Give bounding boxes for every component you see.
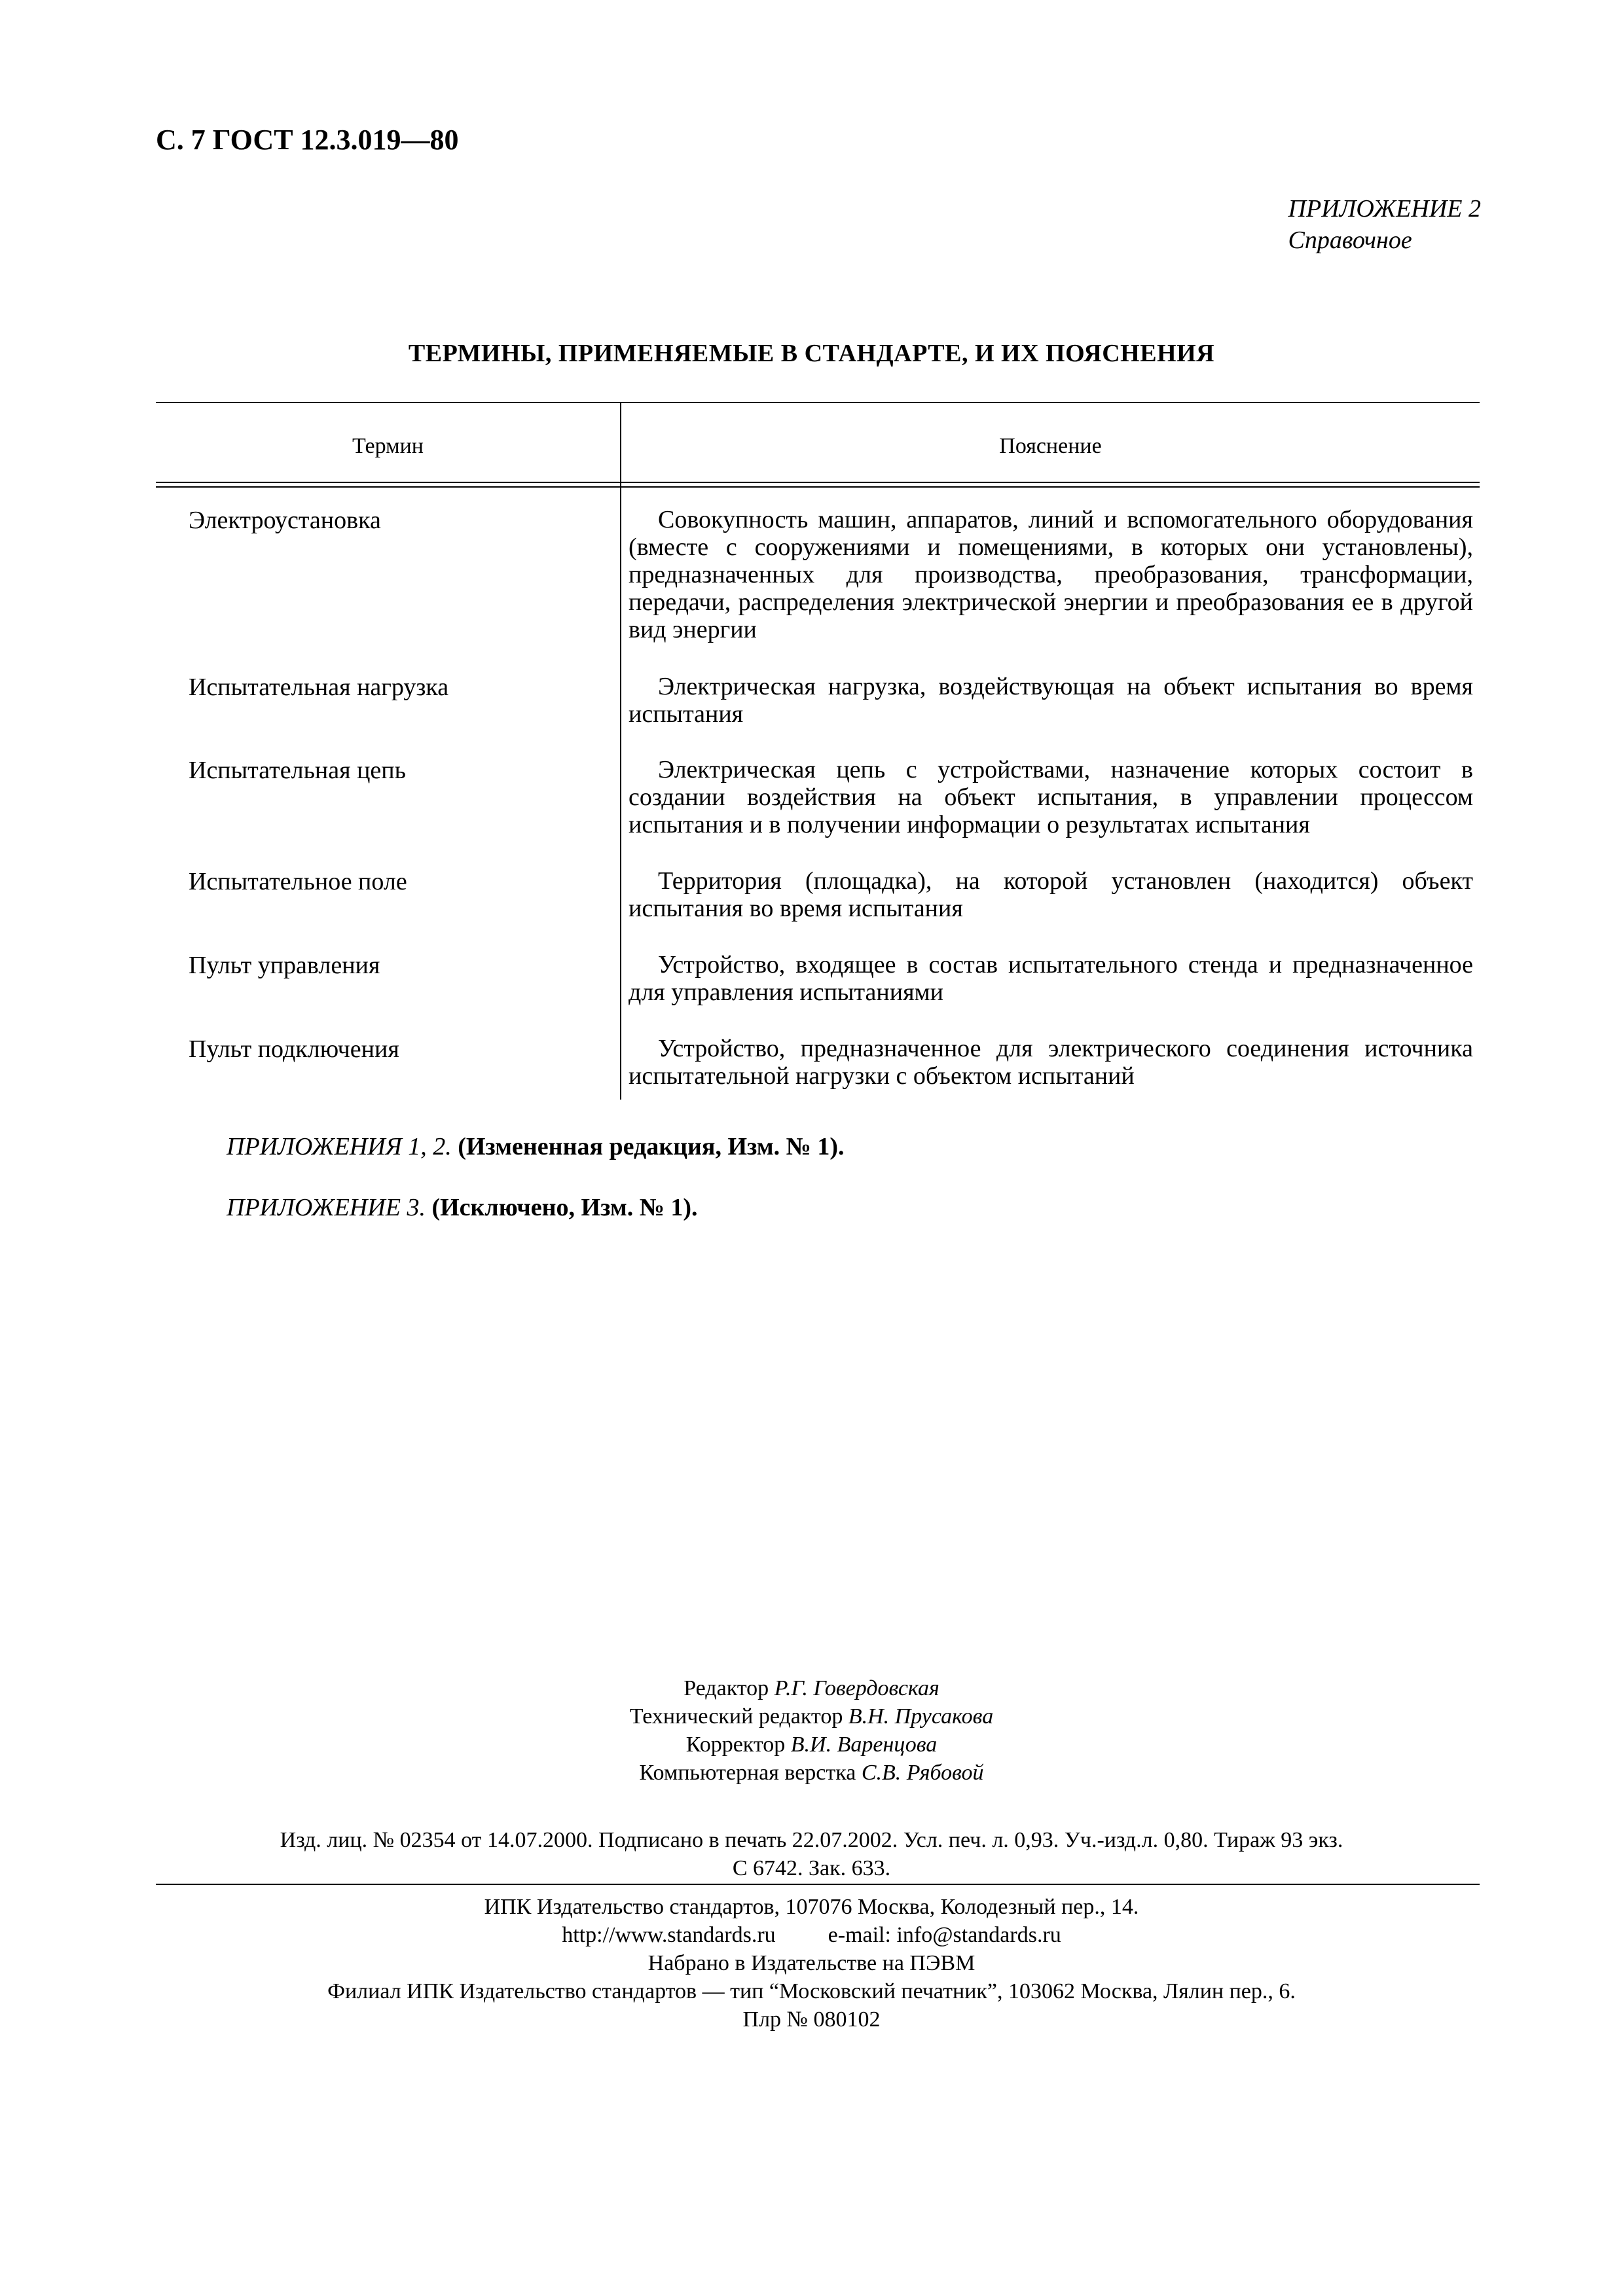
credit-role: Редактор (684, 1676, 769, 1700)
appendix-label-block (1288, 193, 1481, 256)
appendix-note (227, 1193, 698, 1222)
table-row-explanation: Электрическая нагрузка, воздействующая на объект испытания во время испытания (629, 673, 1473, 728)
table-row-term: Пульт подключения (189, 1035, 399, 1063)
table-row-term: Испытательная цепь (189, 757, 406, 784)
appendix-note (227, 1132, 845, 1161)
credit-name: Р.Г. Говердовская (774, 1676, 939, 1700)
imprint-block (0, 1893, 1623, 2034)
credit-line (0, 1759, 1623, 1787)
table-row-explanation: Территория (площадка), на которой установлен (находится) объект испытания во время испытания (629, 867, 1473, 922)
imprint-website: http://www.standards.ru (562, 1923, 776, 1947)
table-top-rule (156, 402, 1480, 403)
credit-name: В.И. Варенцова (790, 1732, 938, 1757)
imprint-publisher: ИПК Издательство стандартов, 107076 Москва, Колодезный пер., 14. (484, 1895, 1139, 1919)
table-row-explanation: Электрическая цепь с устройствами, назначение которых состоит в создании воздействия на объект испытания, в управлении процессом испытания и в получении информации о результатах испытания (629, 756, 1473, 838)
table-row-term: Электроустановка (189, 507, 381, 534)
imprint-typeset: Набрано в Издательстве на ПЭВМ (647, 1951, 976, 1975)
note-bold: (Исключено, Изм. № 1). (431, 1194, 698, 1221)
imprint-branch: Филиал ИПК Издательство стандартов — тип “Московский печатник”, 103062 Москва, Лялин пер., 6. (327, 1979, 1296, 2003)
note-bold: (Измененная редакция, Изм. № 1). (458, 1133, 845, 1160)
note-italic: ПРИЛОЖЕНИЯ 1, 2. (227, 1133, 452, 1160)
credit-name: В.Н. Прусакова (848, 1704, 994, 1729)
table-row-term: Испытательная нагрузка (189, 673, 449, 701)
table-column-divider (620, 402, 621, 1100)
publication-line-2: С 6742. Зак. 633. (732, 1856, 891, 1880)
credit-name: С.В. Рябовой (861, 1761, 984, 1785)
imprint-rule (156, 1884, 1480, 1885)
credit-line (0, 1702, 1623, 1731)
credits-block (0, 1674, 1623, 1787)
credit-role: Технический редактор (629, 1704, 843, 1729)
table-row-term: Испытательное поле (189, 868, 407, 895)
publication-line-1: Изд. лиц. № 02354 от 14.07.2000. Подписано в печать 22.07.2002. Усл. печ. л. 0,93. Уч.-изд.л. 0,80. Тираж 93 экз. (280, 1828, 1343, 1852)
page-header: С. 7 ГОСТ 12.3.019—80 (156, 124, 459, 156)
table-row-explanation: Устройство, входящее в состав испытательного стенда и предназначенное для управления испытаниями (629, 951, 1473, 1006)
imprint-contacts (0, 1921, 1623, 1949)
table-row-explanation: Совокупность машин, аппаратов, линий и вспомогательного оборудования (вместе с сооружениями и помещениями, в которых они установлены), предназначенных для производства, преобразования, трансформации, передачи, распределения электрической энергии и преобразования ее в другой вид энергии (629, 506, 1473, 643)
table-row-explanation: Устройство, предназначенное для электрического соединения источника испытательной нагрузки с объектом испытаний (629, 1035, 1473, 1090)
table-header-rule-2 (156, 486, 1480, 488)
imprint-plr: Плр № 080102 (742, 2007, 881, 2032)
document-title: ТЕРМИНЫ, ПРИМЕНЯЕМЫЕ В СТАНДАРТЕ, И ИХ ПОЯСНЕНИЯ (408, 340, 1215, 367)
table-row-term: Пульт управления (189, 952, 380, 979)
credit-line (0, 1674, 1623, 1702)
table-header-rule-1 (156, 482, 1480, 483)
column-header-term: Термин (352, 434, 424, 458)
appendix-type: Справочное (1288, 226, 1412, 254)
credit-line (0, 1731, 1623, 1759)
publication-info (0, 1826, 1623, 1882)
column-header-explanation: Пояснение (999, 434, 1102, 458)
credit-role: Корректор (685, 1732, 786, 1757)
appendix-label: ПРИЛОЖЕНИЕ 2 (1288, 195, 1481, 223)
note-italic: ПРИЛОЖЕНИЕ 3. (227, 1194, 426, 1221)
credit-role: Компьютерная верстка (639, 1761, 856, 1785)
imprint-email: e-mail: info@standards.ru (828, 1923, 1061, 1947)
